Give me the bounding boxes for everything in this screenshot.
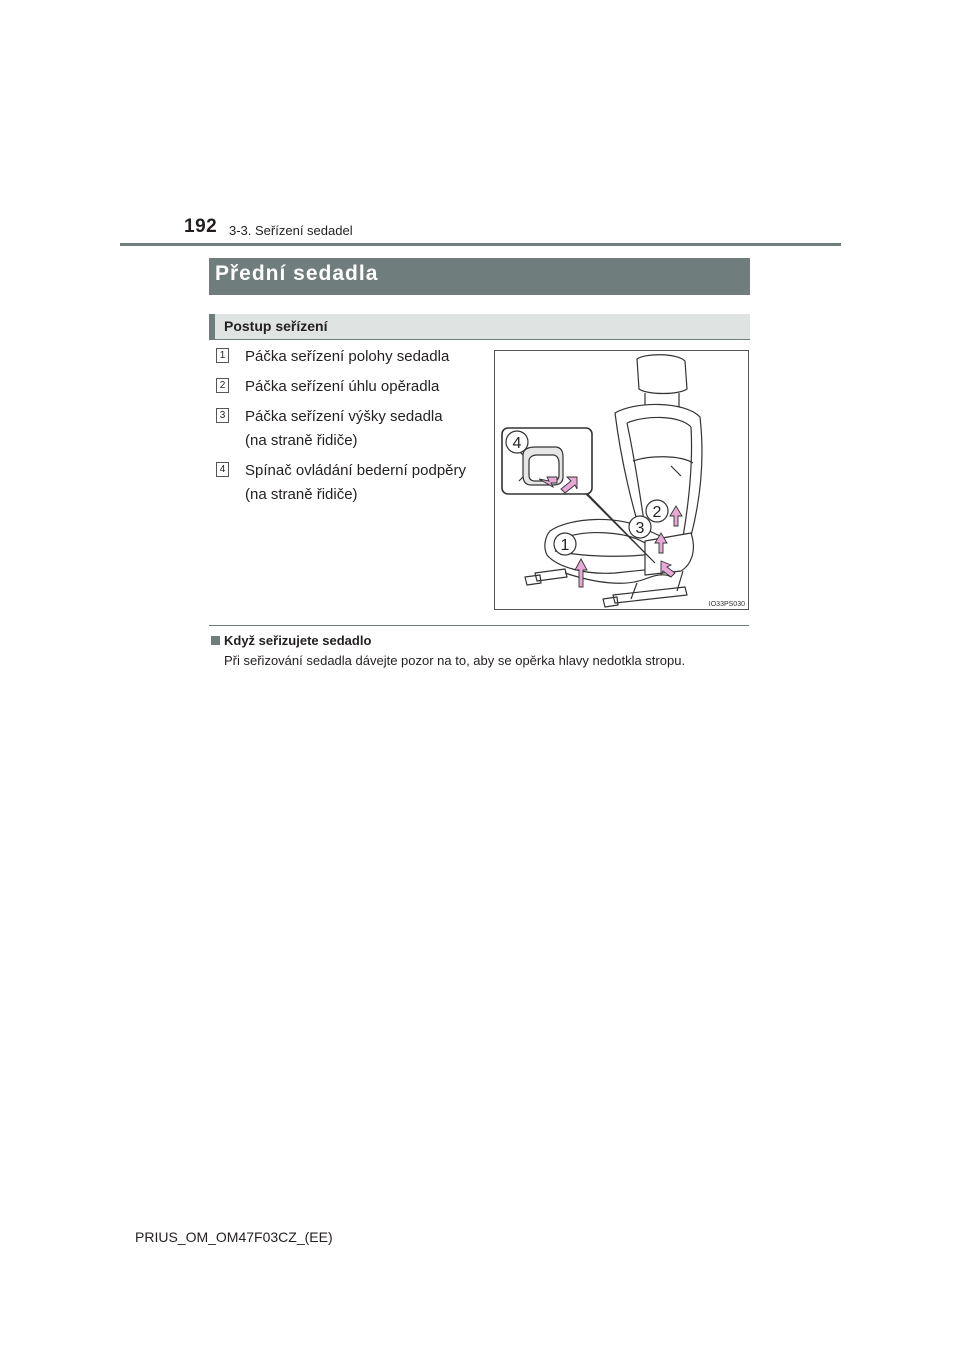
page-number: 192 xyxy=(184,216,218,237)
callout-4: 4 xyxy=(512,435,522,452)
seat-drawing xyxy=(495,351,749,610)
section-header: 3-3. Seřízení sedadel xyxy=(229,223,353,238)
subsection-stripe xyxy=(209,314,215,339)
step-number: 1 xyxy=(216,348,229,363)
step-number: 3 xyxy=(216,408,229,423)
step-text xyxy=(245,459,466,507)
note-heading xyxy=(211,633,371,648)
title-bar xyxy=(209,258,750,295)
step-text xyxy=(245,375,439,399)
step-line: (na straně řidiče) xyxy=(245,486,358,503)
step-line: (na straně řidiče) xyxy=(245,432,358,449)
header-divider xyxy=(120,243,841,246)
subsection-title: Postup seřízení xyxy=(224,318,328,334)
callout-1: 1 xyxy=(560,537,570,554)
note-body: Při seřizování sedadla dávejte pozor na to, aby se opěrka hlavy nedotkla stropu. xyxy=(224,653,686,668)
callout-3: 3 xyxy=(635,520,645,537)
figure-code: IO33PS030 xyxy=(708,601,745,608)
step-number: 2 xyxy=(216,378,229,393)
step-item xyxy=(216,375,492,399)
seat-illustration xyxy=(494,350,749,610)
step-item xyxy=(216,405,492,453)
step-text xyxy=(245,405,443,453)
step-text xyxy=(245,345,449,369)
note-heading-text: Když seřizujete sedadlo xyxy=(224,633,372,648)
step-item xyxy=(216,345,492,369)
page-title: Přední sedadla xyxy=(215,262,379,285)
note-divider xyxy=(209,625,749,626)
step-line: Spínač ovládání bederní podpěry xyxy=(245,462,466,479)
step-number: 4 xyxy=(216,462,229,477)
subsection-bar xyxy=(209,314,750,340)
bullet-square-icon xyxy=(211,636,220,645)
step-list xyxy=(216,345,492,513)
footer-code: PRIUS_OM_OM47F03CZ_(EE) xyxy=(135,1229,333,1245)
step-line: Páčka seřízení výšky sedadla xyxy=(245,408,443,425)
step-line: Páčka seřízení úhlu opěradla xyxy=(245,378,440,395)
step-item xyxy=(216,459,492,507)
callout-2: 2 xyxy=(652,504,662,521)
step-line: Páčka seřízení polohy sedadla xyxy=(245,348,450,365)
